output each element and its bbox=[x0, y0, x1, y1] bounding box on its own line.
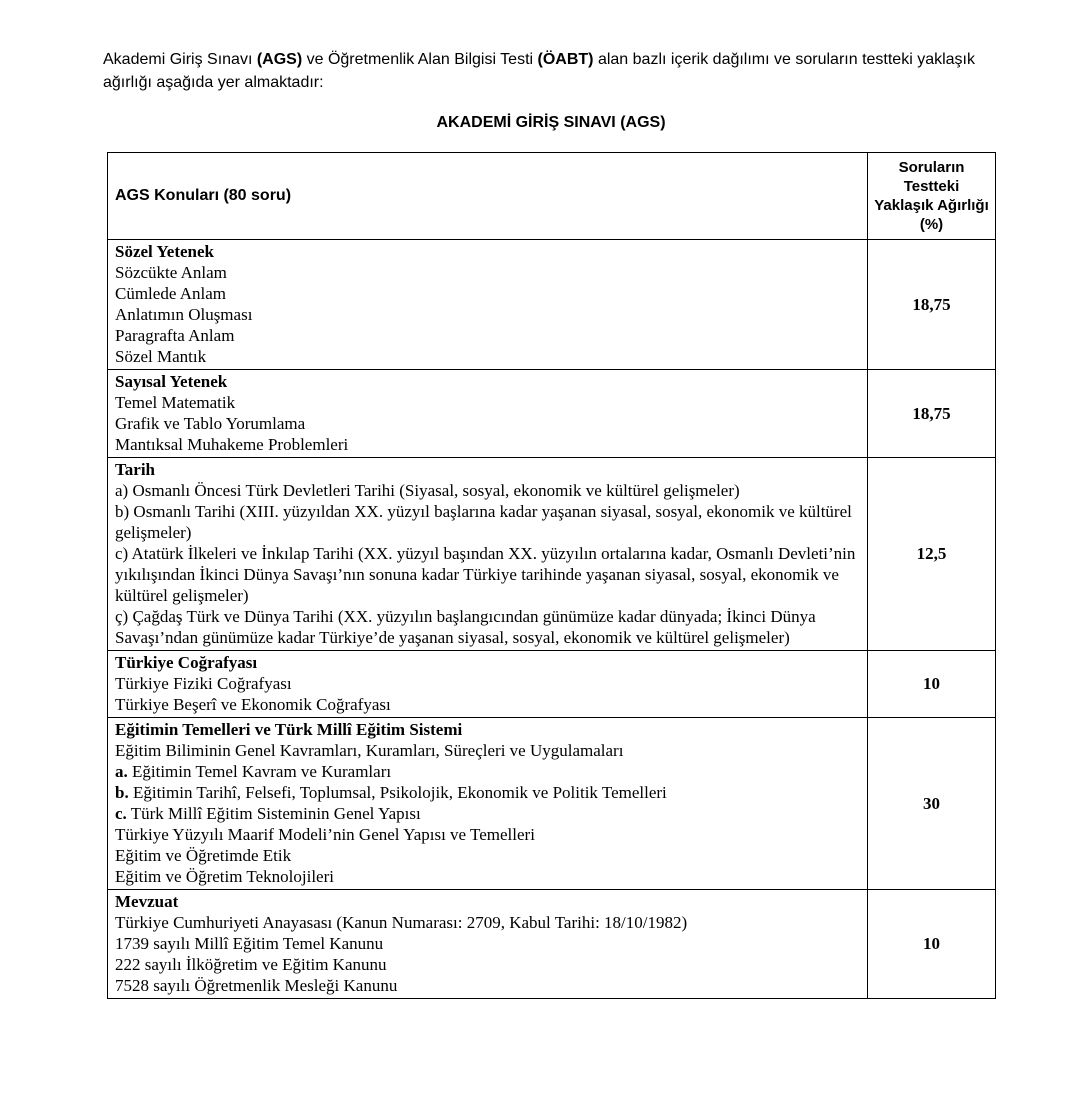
table-header-row bbox=[108, 153, 996, 240]
topic-line: a) Osmanlı Öncesi Türk Devletleri Tarihi (Siyasal, sosyal, ekonomik ve kültürel gelişmeler) bbox=[115, 481, 740, 500]
topic-line: ç) Çağdaş Türk ve Dünya Tarihi (XX. yüzyılın başlangıcından günümüze kadar dünyada; İkinci Dünya Savaşı’ndan günümüze kadar Türkiye’de yaşanan siyasal, sosyal, ekonomik ve kültürel gelişmeler) bbox=[115, 607, 816, 647]
weight-cell: 10 bbox=[868, 651, 996, 718]
table-row bbox=[108, 651, 996, 718]
intro-oabt-bold: (ÖABT) bbox=[537, 51, 594, 68]
topic-line: Eğitim ve Öğretimde Etik bbox=[115, 846, 292, 865]
topic-line: Türkiye Cumhuriyeti Anayasası (Kanun Numarası: 2709, Kabul Tarihi: 18/10/1982) bbox=[115, 913, 688, 932]
topic-line: Eğitim ve Öğretim Teknolojileri bbox=[115, 867, 334, 886]
weight-cell: 18,75 bbox=[868, 370, 996, 458]
topic-cell bbox=[108, 651, 868, 718]
topic-line: b) Osmanlı Tarihi (XIII. yüzyıldan XX. yüzyıl başlarına kadar yaşanan siyasal, sosyal, ekonomik ve kültürel gelişmeler) bbox=[115, 502, 852, 542]
topic-line: Türkiye Yüzyılı Maarif Modeli’nin Genel Yapısı ve Temelleri bbox=[115, 825, 535, 844]
table-row bbox=[108, 890, 996, 999]
topic-line: c. Türk Millî Eğitim Sisteminin Genel Yapısı bbox=[115, 804, 421, 823]
weight-cell: 10 bbox=[868, 890, 996, 999]
topic-line: Temel Matematik bbox=[115, 393, 236, 412]
section-title: AKADEMİ GİRİŞ SINAVI (AGS) bbox=[436, 114, 666, 131]
topic-line: Sözcükte Anlam bbox=[115, 263, 227, 282]
weight-cell: 30 bbox=[868, 718, 996, 890]
topic-title-line: Mevzuat bbox=[115, 892, 179, 911]
topic-title-line: Eğitimin Temelleri ve Türk Millî Eğitim Sistemi bbox=[115, 720, 463, 739]
topic-line: c) Atatürk İlkeleri ve İnkılap Tarihi (XX. yüzyıl başından XX. yüzyılın ortalarına kadar, Osmanlı Devleti’nin yıkılışından İkinci Dünya Savaşı’nın sonuna kadar Türkiye tarihinde yaşanan siyasal, sosyal, ekonomik ve kültürel gelişmeler) bbox=[115, 544, 856, 605]
topic-line: Paragrafta Anlam bbox=[115, 326, 235, 345]
topic-cell bbox=[108, 890, 868, 999]
weight-column-header: Soruların Testteki Yaklaşık Ağırlığı (%) bbox=[868, 153, 996, 240]
topic-line: Türkiye Fiziki Coğrafyası bbox=[115, 674, 292, 693]
topic-title-line: Tarih bbox=[115, 460, 156, 479]
topic-cell bbox=[108, 458, 868, 651]
table-row bbox=[108, 240, 996, 370]
ags-table-body bbox=[108, 240, 996, 999]
topic-line: 222 sayılı İlköğretim ve Eğitim Kanunu bbox=[115, 955, 387, 974]
weight-cell: 12,5 bbox=[868, 458, 996, 651]
intro-ags-bold: (AGS) bbox=[256, 51, 303, 68]
topic-line: 7528 sayılı Öğretmenlik Mesleği Kanunu bbox=[115, 976, 398, 995]
table-row bbox=[108, 718, 996, 890]
topic-line: Grafik ve Tablo Yorumlama bbox=[115, 414, 306, 433]
table-row bbox=[108, 458, 996, 651]
ags-topics-table bbox=[107, 152, 996, 999]
intro-text-1: Akademi Giriş Sınavı bbox=[103, 51, 257, 68]
topic-line: Cümlede Anlam bbox=[115, 284, 226, 303]
intro-text-2: ve Öğretmenlik Alan Bilgisi Testi bbox=[302, 51, 538, 68]
topic-cell bbox=[108, 370, 868, 458]
topic-cell bbox=[108, 240, 868, 370]
topic-line: a. Eğitimin Temel Kavram ve Kuramları bbox=[115, 762, 392, 781]
intro-paragraph bbox=[103, 48, 975, 94]
weight-cell: 18,75 bbox=[868, 240, 996, 370]
topic-line: Eğitim Biliminin Genel Kavramları, Kuramları, Süreçleri ve Uygulamaları bbox=[115, 741, 624, 760]
topic-title-line: Sözel Yetenek bbox=[115, 242, 214, 261]
topic-cell bbox=[108, 718, 868, 890]
topics-column-header: AGS Konuları (80 soru) bbox=[108, 153, 868, 240]
table-row bbox=[108, 370, 996, 458]
topic-line: b. Eğitimin Tarihî, Felsefi, Toplumsal, Psikolojik, Ekonomik ve Politik Temelleri bbox=[115, 783, 667, 802]
intro-text-3: alan bazlı içerik dağılımı ve soruların testteki yaklaşık ağırlığı aşağıda yer almaktadır: bbox=[103, 51, 975, 91]
topic-line: Anlatımın Oluşması bbox=[115, 305, 253, 324]
topic-line: Türkiye Beşerî ve Ekonomik Coğrafyası bbox=[115, 695, 391, 714]
topic-line: 1739 sayılı Millî Eğitim Temel Kanunu bbox=[115, 934, 384, 953]
topic-title-line: Türkiye Coğrafyası bbox=[115, 653, 258, 672]
topic-line: Sözel Mantık bbox=[115, 347, 207, 366]
topic-title-line: Sayısal Yetenek bbox=[115, 372, 228, 391]
topic-line: Mantıksal Muhakeme Problemleri bbox=[115, 435, 349, 454]
